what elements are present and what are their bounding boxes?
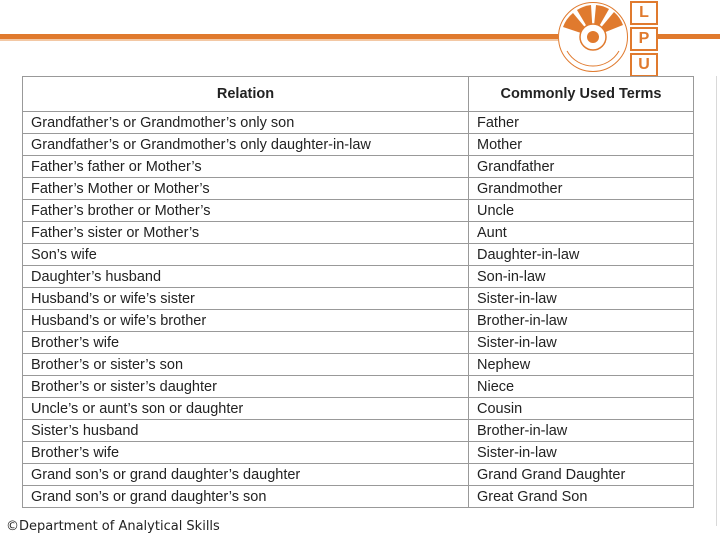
column-header-terms: Commonly Used Terms xyxy=(469,77,694,112)
relation-cell: Husband’s or wife’s brother xyxy=(23,310,469,332)
relations-table-container xyxy=(22,76,693,513)
term-cell: Grandmother xyxy=(469,178,694,200)
relation-cell: Grandfather’s or Grandmother’s only daughter-in-law xyxy=(23,134,469,156)
relation-cell: Son’s wife xyxy=(23,244,469,266)
term-cell: Mother xyxy=(469,134,694,156)
term-cell: Sister-in-law xyxy=(469,442,694,464)
term-cell: Aunt xyxy=(469,222,694,244)
term-cell: Niece xyxy=(469,376,694,398)
term-cell: Father xyxy=(469,112,694,134)
table-row xyxy=(23,442,694,464)
table-row xyxy=(23,266,694,288)
relation-cell: Uncle’s or aunt’s son or daughter xyxy=(23,398,469,420)
relations-table xyxy=(22,76,694,508)
term-cell: Uncle xyxy=(469,200,694,222)
header-accent-shadow xyxy=(0,39,558,41)
footer-copyright: ©Department of Analytical Skills xyxy=(6,519,220,534)
relation-cell: Sister’s husband xyxy=(23,420,469,442)
term-cell: Daughter-in-law xyxy=(469,244,694,266)
table-row xyxy=(23,288,694,310)
term-cell: Nephew xyxy=(469,354,694,376)
term-cell: Cousin xyxy=(469,398,694,420)
relation-cell: Brother’s or sister’s son xyxy=(23,354,469,376)
relation-cell: Brother’s wife xyxy=(23,332,469,354)
logo-letter-p: P xyxy=(630,27,658,51)
seal-fan-icon xyxy=(559,3,627,71)
table-row xyxy=(23,464,694,486)
table-row xyxy=(23,398,694,420)
term-cell: Brother-in-law xyxy=(469,420,694,442)
relation-cell: Grand son’s or grand daughter’s son xyxy=(23,486,469,508)
relation-cell: Father’s Mother or Mother’s xyxy=(23,178,469,200)
relation-cell: Daughter’s husband xyxy=(23,266,469,288)
column-header-relation: Relation xyxy=(23,77,469,112)
term-cell: Brother-in-law xyxy=(469,310,694,332)
relation-cell: Grand son’s or grand daughter’s daughter xyxy=(23,464,469,486)
table-body xyxy=(23,112,694,508)
term-cell: Sister-in-law xyxy=(469,288,694,310)
relation-cell: Brother’s or sister’s daughter xyxy=(23,376,469,398)
relation-cell: Father’s father or Mother’s xyxy=(23,156,469,178)
header-accent-bar-right xyxy=(658,34,720,39)
table-row xyxy=(23,156,694,178)
table-row xyxy=(23,178,694,200)
term-cell: Son-in-law xyxy=(469,266,694,288)
table-row xyxy=(23,332,694,354)
table-row xyxy=(23,112,694,134)
term-cell: Grand Grand Daughter xyxy=(469,464,694,486)
table-row xyxy=(23,376,694,398)
table-row xyxy=(23,134,694,156)
relation-cell: Father’s brother or Mother’s xyxy=(23,200,469,222)
table-row xyxy=(23,310,694,332)
relation-cell: Husband’s or wife’s sister xyxy=(23,288,469,310)
term-cell: Grandfather xyxy=(469,156,694,178)
logo-letter-u: U xyxy=(630,53,658,77)
term-cell: Great Grand Son xyxy=(469,486,694,508)
table-row xyxy=(23,486,694,508)
relation-cell: Grandfather’s or Grandmother’s only son xyxy=(23,112,469,134)
page-right-border xyxy=(716,76,717,526)
university-seal-logo xyxy=(558,2,628,72)
table-row xyxy=(23,200,694,222)
lpu-letter-logo xyxy=(630,1,658,79)
table-row xyxy=(23,354,694,376)
table-row xyxy=(23,420,694,442)
table-row xyxy=(23,244,694,266)
relation-cell: Father’s sister or Mother’s xyxy=(23,222,469,244)
relation-cell: Brother’s wife xyxy=(23,442,469,464)
table-row xyxy=(23,222,694,244)
term-cell: Sister-in-law xyxy=(469,332,694,354)
table-header-row xyxy=(23,77,694,112)
logo-letter-l: L xyxy=(630,1,658,25)
